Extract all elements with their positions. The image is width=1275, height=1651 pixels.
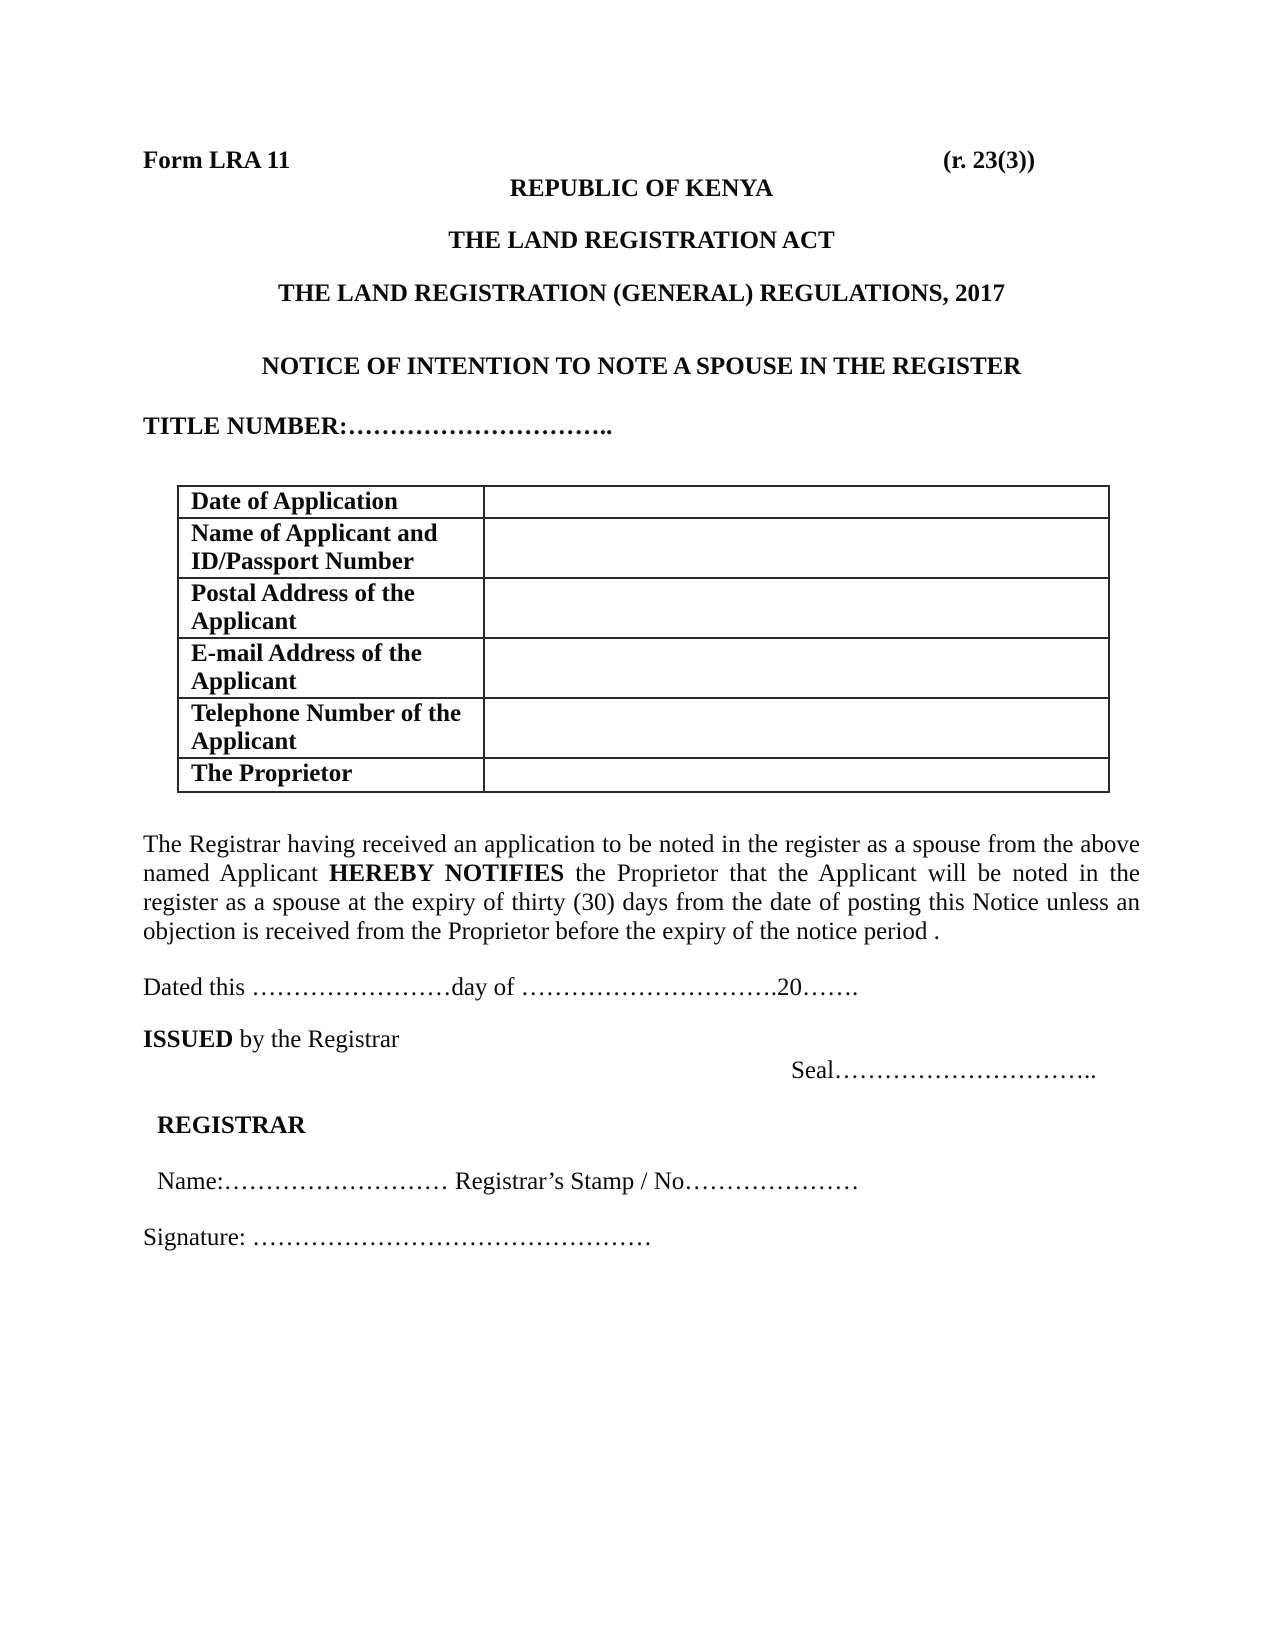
act-heading: THE LAND REGISTRATION ACT	[448, 227, 835, 254]
notice-title: NOTICE OF INTENTION TO NOTE A SPOUSE IN THE REGISTER	[261, 353, 1022, 380]
row-label-email-address: E-mail Address of the Applicant	[178, 638, 484, 698]
table-row	[178, 698, 1109, 758]
issued-label: ISSUED	[143, 1026, 234, 1053]
row-value-date-of-application	[484, 486, 1109, 518]
notice-text-after: the Proprietor that the Applicant will be noted in the register as a spouse at the expiry of thirty (30) days from the date of posting this Notice unless an objection is received from the Proprietor before the expiry of the notice period .	[143, 860, 1140, 945]
registrar-name-stamp-line: Name:……………………… Registrar’s Stamp / No…………………	[157, 1168, 860, 1195]
seal-line: Seal…………………………..	[791, 1057, 1097, 1084]
table-row	[178, 578, 1109, 638]
issued-line	[143, 1026, 1140, 1054]
notice-text-before: The Registrar having received an application to be noted in the register as a spouse from the above named Applicant	[143, 831, 1140, 887]
issued-rest: by the Registrar	[233, 1026, 400, 1053]
row-value-email-address	[484, 638, 1109, 698]
table-row	[178, 486, 1109, 518]
row-value-applicant-name-id	[484, 518, 1109, 578]
row-label-proprietor: The Proprietor	[178, 758, 484, 792]
regulations-heading: THE LAND REGISTRATION (GENERAL) REGULATIONS, 2017	[278, 280, 1005, 307]
dated-line: Dated this ……………………day of ………………………….20…….	[143, 974, 859, 1001]
row-label-applicant-name-id: Name of Applicant and ID/Passport Number	[178, 518, 484, 578]
notice-paragraph	[143, 830, 1140, 946]
row-label-date-of-application: Date of Application	[178, 486, 484, 518]
rule-reference: (r. 23(3))	[943, 147, 1036, 174]
registrar-heading: REGISTRAR	[157, 1112, 306, 1139]
title-number-line: TITLE NUMBER:…………………………..	[143, 413, 613, 440]
notice-text-bold: HEREBY NOTIFIES	[328, 860, 565, 887]
form-header-row	[143, 147, 1140, 175]
table-row	[178, 518, 1109, 578]
table-row	[178, 638, 1109, 698]
signature-line: Signature: …………………………………………	[143, 1224, 653, 1251]
republic-heading: REPUBLIC OF KENYA	[509, 175, 774, 202]
row-value-postal-address	[484, 578, 1109, 638]
applicant-details-table	[177, 485, 1110, 793]
row-label-postal-address: Postal Address of the Applicant	[178, 578, 484, 638]
row-value-proprietor	[484, 758, 1109, 792]
row-label-telephone-number: Telephone Number of the Applicant	[178, 698, 484, 758]
table-row	[178, 758, 1109, 792]
row-value-telephone-number	[484, 698, 1109, 758]
form-number: Form LRA 11	[143, 147, 291, 174]
